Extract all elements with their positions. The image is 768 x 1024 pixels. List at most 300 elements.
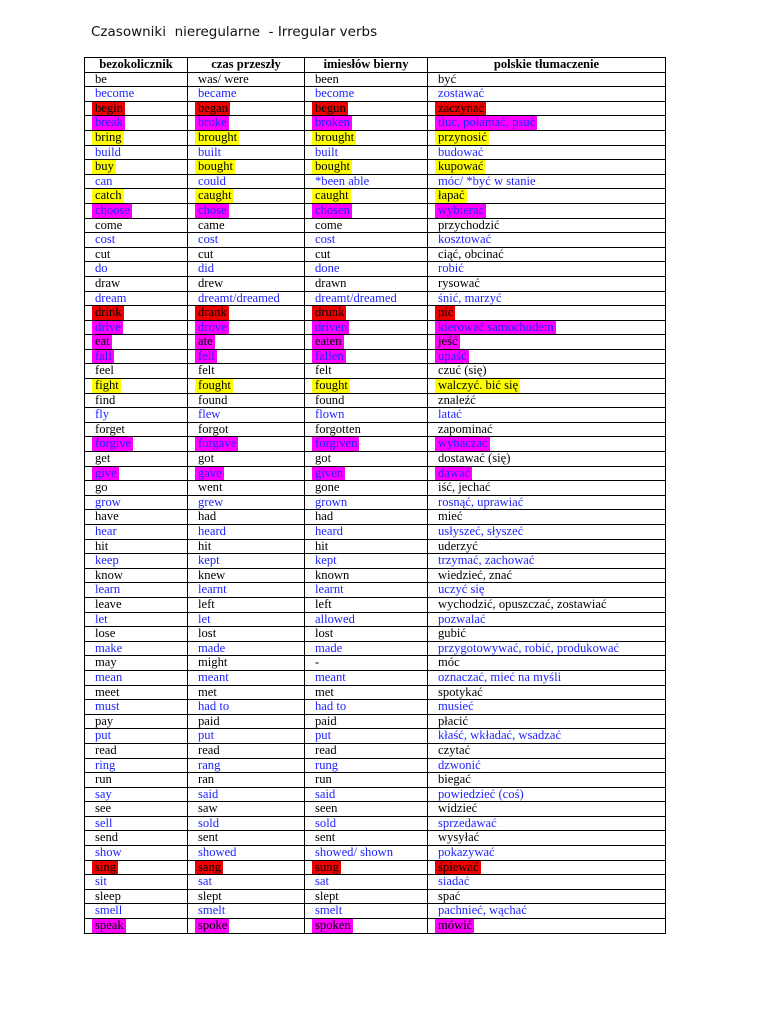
cell-text: find	[95, 393, 116, 407]
irregular-verbs-table	[84, 57, 666, 934]
cell-text: chosen	[312, 204, 352, 218]
cell-text: mówić	[435, 919, 474, 933]
cell-text: robić	[438, 261, 464, 276]
cell-text: oznaczać, mieć na myśli	[438, 670, 562, 684]
cell-text: had	[198, 509, 217, 524]
translation-cell	[428, 218, 666, 233]
table-row	[85, 525, 666, 540]
cell-text: wysyłać	[438, 830, 480, 845]
cell-text: began	[195, 102, 230, 116]
infinitive-cell	[85, 466, 188, 481]
table-row	[85, 656, 666, 671]
translation-cell	[428, 116, 666, 131]
cell-text: said	[315, 787, 336, 801]
past-tense-cell	[188, 495, 305, 510]
infinitive-cell	[85, 627, 188, 642]
cell-text: sat	[315, 874, 329, 889]
cell-text: ate	[195, 335, 215, 349]
past-participle-cell	[305, 116, 428, 131]
translation-cell	[428, 510, 666, 525]
table-row	[85, 393, 666, 408]
cell-text: built	[198, 145, 222, 159]
translation-cell	[428, 276, 666, 291]
cell-text: say	[95, 787, 112, 801]
infinitive-cell	[85, 525, 188, 540]
cell-text: put	[315, 728, 332, 743]
cell-text: slept	[315, 889, 339, 903]
past-tense-cell	[188, 787, 305, 802]
past-tense-cell	[188, 627, 305, 642]
past-tense-cell	[188, 160, 305, 175]
infinitive-cell	[85, 743, 188, 758]
cell-text: known	[315, 568, 350, 582]
table-row	[85, 189, 666, 204]
cell-text: give	[92, 467, 119, 481]
cell-text: knew	[198, 568, 226, 582]
table-row	[85, 729, 666, 744]
translation-cell	[428, 452, 666, 467]
cell-text: rysować	[438, 276, 480, 290]
past-participle-cell	[305, 422, 428, 437]
infinitive-cell	[85, 452, 188, 467]
cell-text: cost	[315, 232, 336, 247]
translation-cell	[428, 714, 666, 729]
cell-text: showed	[198, 845, 237, 860]
page-title: Czasowniki nieregularne - Irregular verbs	[91, 24, 378, 40]
cell-text: found	[198, 393, 228, 407]
past-tense-cell	[188, 203, 305, 218]
translation-cell	[428, 174, 666, 189]
past-participle-cell	[305, 612, 428, 627]
table-row	[85, 452, 666, 467]
table-row	[85, 291, 666, 306]
translation-cell	[428, 685, 666, 700]
infinitive-cell	[85, 116, 188, 131]
past-tense-cell	[188, 846, 305, 861]
cell-text: cut	[95, 247, 111, 261]
past-participle-cell	[305, 160, 428, 175]
cell-text: choose	[92, 204, 132, 218]
past-participle-cell	[305, 787, 428, 802]
cell-text: forgiven	[312, 437, 359, 451]
cell-text: ring	[95, 758, 116, 772]
cell-text: must	[95, 699, 120, 714]
cell-text: get	[95, 451, 111, 466]
cell-text: pay	[95, 714, 114, 728]
infinitive-cell	[85, 773, 188, 788]
table-row	[85, 831, 666, 846]
cell-text: begin	[92, 102, 125, 116]
cell-text: cut	[315, 247, 331, 261]
infinitive-cell	[85, 656, 188, 671]
cell-text: meant	[198, 670, 229, 684]
translation-cell	[428, 233, 666, 248]
past-participle-cell	[305, 335, 428, 350]
cell-text: become	[95, 86, 135, 101]
table-row	[85, 276, 666, 291]
infinitive-cell	[85, 787, 188, 802]
cell-text: walczyć. bić się	[435, 379, 520, 393]
table-row	[85, 72, 666, 87]
cell-text: budować	[438, 145, 484, 159]
table-row	[85, 846, 666, 861]
cell-text: móc	[438, 655, 460, 670]
cell-text: forgotten	[315, 422, 361, 436]
cell-text: become	[315, 86, 355, 101]
translation-cell	[428, 320, 666, 335]
infinitive-cell	[85, 597, 188, 612]
cell-text: forgot	[198, 422, 229, 436]
cell-text: dreamt/dreamed	[198, 291, 280, 305]
past-participle-cell	[305, 87, 428, 102]
cell-text: być	[438, 72, 457, 86]
table-row	[85, 116, 666, 131]
cell-text: *been able	[315, 174, 370, 188]
infinitive-cell	[85, 583, 188, 598]
table-row	[85, 612, 666, 627]
past-participle-cell	[305, 875, 428, 890]
past-tense-cell	[188, 233, 305, 248]
table-row	[85, 422, 666, 437]
table-row	[85, 568, 666, 583]
past-participle-cell	[305, 320, 428, 335]
translation-cell	[428, 729, 666, 744]
cell-text: hit	[315, 539, 329, 553]
translation-cell	[428, 875, 666, 890]
past-participle-cell	[305, 700, 428, 715]
cell-text: rosnąć, uprawiać	[438, 495, 524, 509]
cell-text: dostawać (się)	[438, 451, 511, 466]
cell-text: ciąć, obcinać	[438, 247, 504, 261]
cell-text: fought	[312, 379, 350, 393]
past-tense-cell	[188, 743, 305, 758]
translation-cell	[428, 816, 666, 831]
cell-text: can	[95, 174, 113, 188]
cell-text: made	[198, 641, 226, 655]
past-participle-cell	[305, 276, 428, 291]
cell-text: seen	[315, 801, 338, 816]
cell-text: come	[95, 218, 123, 232]
table-row	[85, 802, 666, 817]
infinitive-cell	[85, 364, 188, 379]
past-tense-cell	[188, 481, 305, 496]
table-row	[85, 87, 666, 102]
past-participle-cell	[305, 437, 428, 452]
cell-text: did	[198, 261, 215, 276]
infinitive-cell	[85, 875, 188, 890]
translation-cell	[428, 408, 666, 423]
translation-cell	[428, 787, 666, 802]
cell-text: mieć	[438, 509, 463, 524]
table-row	[85, 218, 666, 233]
table-row	[85, 641, 666, 656]
cell-text: could	[198, 174, 226, 188]
translation-cell	[428, 612, 666, 627]
past-tense-cell	[188, 349, 305, 364]
table-row	[85, 539, 666, 554]
cell-text: paid	[315, 714, 337, 728]
infinitive-cell	[85, 320, 188, 335]
past-tense-cell	[188, 597, 305, 612]
cell-text: musieć	[438, 699, 474, 714]
translation-cell	[428, 145, 666, 160]
cell-text: heard	[315, 524, 343, 538]
past-tense-cell	[188, 218, 305, 233]
infinitive-cell	[85, 437, 188, 452]
translation-cell	[428, 670, 666, 685]
cell-text: saw	[198, 801, 218, 816]
cell-text: fallen	[312, 350, 346, 364]
past-tense-cell	[188, 320, 305, 335]
cell-text: lost	[198, 626, 217, 641]
past-participle-cell	[305, 130, 428, 145]
cell-text: wybierać	[435, 204, 486, 218]
past-tense-cell	[188, 276, 305, 291]
cell-text: móc/ *być w stanie	[438, 174, 536, 188]
cell-text: was/ were	[198, 72, 249, 86]
cell-text: bring	[92, 131, 124, 145]
cell-text: fight	[92, 379, 121, 393]
translation-cell	[428, 291, 666, 306]
cell-text: allowed	[315, 612, 355, 626]
cell-text: forgave	[195, 437, 238, 451]
cell-text: ran	[198, 772, 215, 787]
cell-text: learnt	[198, 582, 227, 597]
past-participle-cell	[305, 656, 428, 671]
infinitive-cell	[85, 408, 188, 423]
cell-text: cost	[95, 232, 116, 247]
past-tense-cell	[188, 641, 305, 656]
cell-text: grew	[198, 495, 224, 509]
cell-text: jeść	[435, 335, 460, 349]
past-participle-cell	[305, 831, 428, 846]
past-tense-cell	[188, 685, 305, 700]
translation-cell	[428, 160, 666, 175]
translation-cell	[428, 641, 666, 656]
cell-text: draw	[95, 276, 121, 290]
translation-cell	[428, 904, 666, 919]
table-row	[85, 408, 666, 423]
cell-text: got	[198, 451, 215, 466]
infinitive-cell	[85, 247, 188, 262]
infinitive-cell	[85, 889, 188, 904]
infinitive-cell	[85, 831, 188, 846]
cell-text: let	[95, 612, 108, 626]
cell-text: spotykać	[438, 685, 483, 699]
translation-cell	[428, 466, 666, 481]
past-participle-cell	[305, 846, 428, 861]
cell-text: run	[95, 772, 112, 787]
past-participle-cell	[305, 349, 428, 364]
infinitive-cell	[85, 919, 188, 934]
cell-text: sold	[315, 816, 336, 830]
table-row	[85, 889, 666, 904]
table-row	[85, 203, 666, 218]
table-row	[85, 670, 666, 685]
past-tense-cell	[188, 247, 305, 262]
table-row	[85, 174, 666, 189]
past-participle-cell	[305, 379, 428, 394]
table-row	[85, 714, 666, 729]
cell-text: read	[315, 743, 337, 757]
past-participle-cell	[305, 291, 428, 306]
infinitive-cell	[85, 218, 188, 233]
cell-text: have	[95, 509, 119, 524]
cell-text: sell	[95, 816, 113, 830]
past-tense-cell	[188, 510, 305, 525]
cell-text: meant	[315, 670, 346, 684]
infinitive-cell	[85, 802, 188, 817]
translation-cell	[428, 919, 666, 934]
infinitive-cell	[85, 203, 188, 218]
translation-cell	[428, 335, 666, 350]
cell-text: learn	[95, 582, 121, 597]
cell-text: sent	[198, 830, 219, 845]
cell-text: eaten	[312, 335, 344, 349]
past-tense-cell	[188, 116, 305, 131]
table-row	[85, 773, 666, 788]
cell-text: gubić	[438, 626, 466, 641]
past-participle-cell	[305, 393, 428, 408]
cell-text: płacić	[438, 714, 469, 728]
past-participle-cell	[305, 685, 428, 700]
past-participle-cell	[305, 641, 428, 656]
cell-text: lost	[315, 626, 334, 641]
infinitive-cell	[85, 233, 188, 248]
cell-text: biegać	[438, 772, 471, 787]
cell-text: sang	[195, 861, 223, 875]
table-row	[85, 627, 666, 642]
cell-text: trzymać, zachować	[438, 553, 535, 568]
cell-text: spoke	[195, 919, 229, 933]
cell-text: siadać	[438, 874, 470, 889]
translation-cell	[428, 554, 666, 569]
cell-text: feel	[95, 363, 114, 378]
cell-text: pić	[435, 306, 455, 320]
past-tense-cell	[188, 364, 305, 379]
cell-text: widzieć	[438, 801, 478, 816]
cell-text: grow	[95, 495, 121, 509]
cell-text: flown	[315, 407, 345, 422]
translation-cell	[428, 247, 666, 262]
cell-text: łapać	[435, 189, 467, 203]
cell-text: drive	[92, 321, 123, 335]
table-row	[85, 787, 666, 802]
past-participle-cell	[305, 189, 428, 204]
cell-text: sold	[198, 816, 219, 830]
cell-text: rung	[315, 758, 339, 772]
cell-text: broke	[195, 116, 229, 130]
cell-text: fought	[195, 379, 233, 393]
table-row	[85, 904, 666, 919]
cell-text: forgive	[92, 437, 133, 451]
cell-text: became	[198, 86, 237, 101]
infinitive-cell	[85, 670, 188, 685]
past-tense-cell	[188, 773, 305, 788]
cell-text: be	[95, 72, 107, 86]
cell-text: given	[312, 467, 345, 481]
cell-text: rang	[198, 758, 221, 772]
cell-text: kierować samochodem	[435, 321, 556, 335]
past-participle-cell	[305, 452, 428, 467]
cell-text: spoken	[312, 919, 353, 933]
past-participle-cell	[305, 539, 428, 554]
table-row	[85, 597, 666, 612]
infinitive-cell	[85, 568, 188, 583]
table-row	[85, 320, 666, 335]
cell-text: kept	[315, 553, 337, 568]
infinitive-cell	[85, 846, 188, 861]
infinitive-cell	[85, 539, 188, 554]
cell-text: zapominać	[438, 422, 493, 436]
past-tense-cell	[188, 87, 305, 102]
infinitive-cell	[85, 291, 188, 306]
cell-text: dzwonić	[438, 758, 481, 772]
past-tense-cell	[188, 422, 305, 437]
translation-cell	[428, 743, 666, 758]
cell-text: drove	[195, 321, 229, 335]
past-tense-cell	[188, 554, 305, 569]
cell-text: sung	[312, 861, 341, 875]
past-tense-cell	[188, 525, 305, 540]
table-row	[85, 130, 666, 145]
cell-text: drunk	[312, 306, 346, 320]
cell-text: kept	[198, 553, 220, 568]
table-row	[85, 743, 666, 758]
cell-text: kłaść, wkładać, wsadzać	[438, 728, 562, 743]
past-participle-cell	[305, 481, 428, 496]
cell-text: iść, jechać	[438, 480, 491, 495]
translation-cell	[428, 656, 666, 671]
cell-text: caught	[195, 189, 234, 203]
cell-text: begun	[312, 102, 348, 116]
infinitive-cell	[85, 393, 188, 408]
cell-text: heard	[198, 524, 226, 538]
cell-text: pozwalać	[438, 612, 486, 626]
cell-text: grown	[315, 495, 348, 509]
table-row	[85, 554, 666, 569]
cell-text: left	[198, 597, 215, 611]
cell-text: sit	[95, 874, 107, 889]
past-participle-cell	[305, 597, 428, 612]
cell-text: powiedzieć (coś)	[438, 787, 524, 801]
past-participle-cell	[305, 364, 428, 379]
translation-cell	[428, 802, 666, 817]
table-row	[85, 919, 666, 934]
cell-text: gone	[315, 480, 340, 495]
table-row	[85, 481, 666, 496]
translation-cell	[428, 539, 666, 554]
past-tense-cell	[188, 568, 305, 583]
infinitive-cell	[85, 685, 188, 700]
cell-text: -	[315, 655, 320, 670]
cell-text: fly	[95, 407, 109, 422]
past-tense-cell	[188, 335, 305, 350]
table-row	[85, 262, 666, 277]
table-row	[85, 247, 666, 262]
past-tense-cell	[188, 714, 305, 729]
translation-cell	[428, 481, 666, 496]
past-tense-cell	[188, 860, 305, 875]
table-row	[85, 510, 666, 525]
past-tense-cell	[188, 816, 305, 831]
table-row	[85, 700, 666, 715]
cell-text: gave	[195, 467, 224, 481]
translation-cell	[428, 393, 666, 408]
cell-text: broken	[312, 116, 352, 130]
translation-cell	[428, 525, 666, 540]
cell-text: dream	[95, 291, 127, 305]
